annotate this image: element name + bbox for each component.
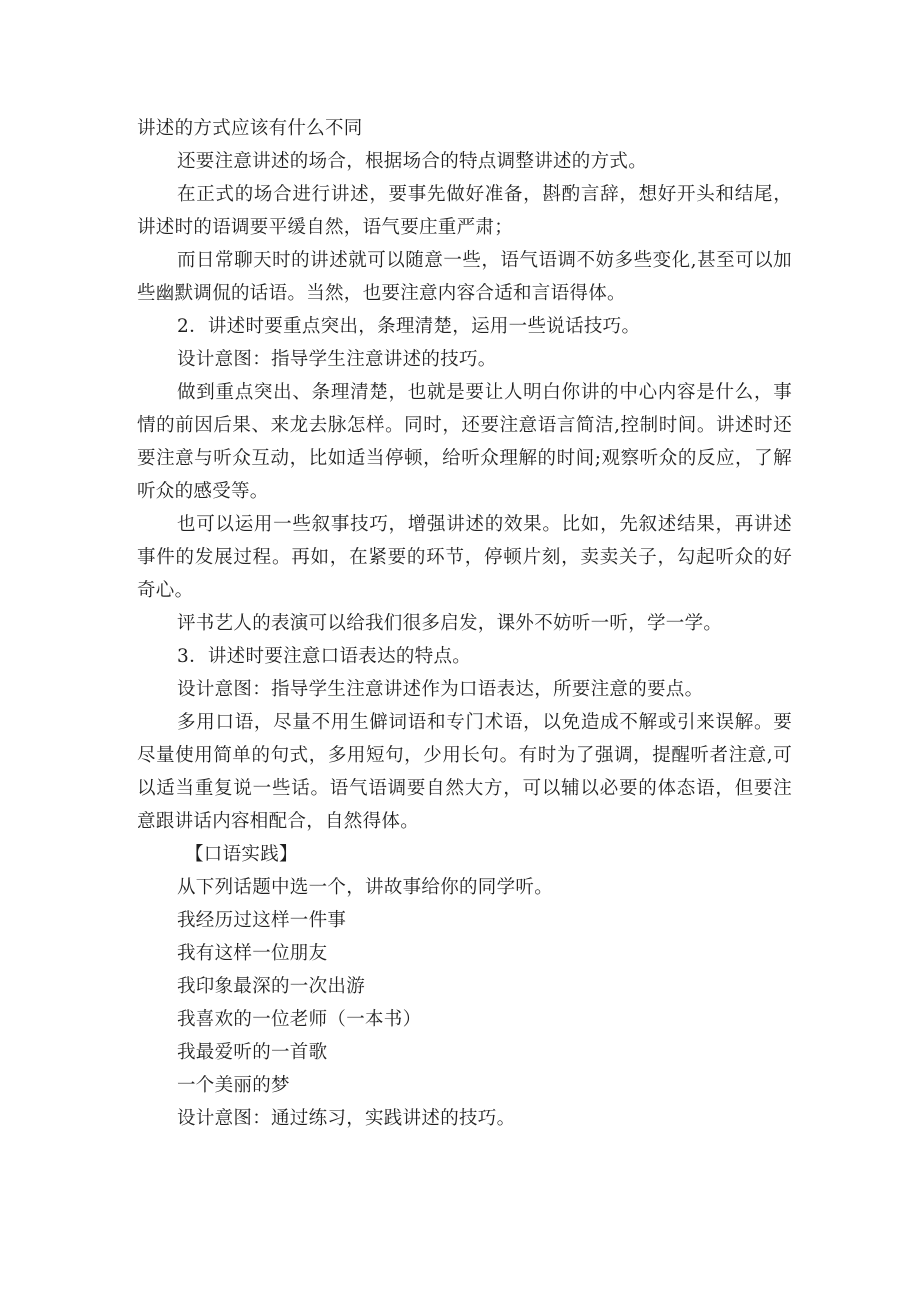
paragraph-narrative-skills: 也可以运用一些叙事技巧，增强讲述的效果。比如，先叙述结果，再讲述事件的发展过程。再如，在紧要的环节，停顿片刻，卖卖关子，勾起听众的好奇心。 — [137, 514, 792, 601]
topic-item: 我最爱听的一首歌 — [177, 1042, 328, 1063]
section-heading-3: 3．讲述时要注意口语表达的特点。 — [177, 646, 472, 667]
paragraph-storyteller: 评书艺人的表演可以给我们很多启发，课外不妨听一听，学一学。 — [177, 613, 723, 634]
paragraph-focus: 做到重点突出、条理清楚，也就是要让人明白你讲的中心内容是什么，事情的前因后果、来龙去脉怎样。同时，还要注意语言简洁,控制时间。讲述时还要注意与听众互动，比如适当停顿，给听众理解的时间;观察听众的反应，了解听众的感受等。 — [137, 382, 792, 502]
section-heading-2: 2．讲述时要重点突出，条理清楚，运用一些说话技巧。 — [177, 316, 641, 337]
document-body — [137, 112, 792, 1135]
paragraph-continuation: 讲述的方式应该有什么不同 — [137, 118, 363, 139]
practice-heading: 【口语实践】 — [185, 844, 298, 865]
paragraph-oral-features: 多用口语，尽量不用生僻词语和专门术语，以免造成不解或引来误解。要尽量使用简单的句式，多用短句，少用长句。有时为了强调，提醒听者注意,可以适当重复说一些话。语气语调要自然大方，可以辅以必要的体态语，但要注意跟讲话内容相配合，自然得体。 — [137, 712, 792, 832]
paragraph-formal: 在正式的场合进行讲述，要事先做好准备，斟酌言辞，想好开头和结尾，讲述时的语调要平缓自然，语气要庄重严肃； — [137, 184, 792, 238]
topic-item: 一个美丽的梦 — [177, 1075, 290, 1096]
design-intent-2: 设计意图：指导学生注意讲述的技巧。 — [177, 349, 497, 370]
practice-intro: 从下列话题中选一个，讲故事给你的同学听。 — [177, 877, 554, 898]
topic-item: 我喜欢的一位老师（一本书） — [177, 1009, 422, 1030]
design-intent-3: 设计意图：指导学生注意讲述作为口语表达，所要注意的要点。 — [177, 679, 704, 700]
design-intent-practice: 设计意图：通过练习，实践讲述的技巧。 — [177, 1108, 516, 1129]
topic-item: 我有这样一位朋友 — [177, 943, 328, 964]
paragraph-casual: 而日常聊天时的讲述就可以随意一些，语气语调不妨多些变化,甚至可以加些幽默调侃的话语。当然，也要注意内容合适和言语得体。 — [137, 250, 792, 304]
paragraph-occasion: 还要注意讲述的场合，根据场合的特点调整讲述的方式。 — [177, 151, 648, 172]
topic-item: 我印象最深的一次出游 — [177, 976, 366, 997]
topic-item: 我经历过这样一件事 — [177, 910, 347, 931]
